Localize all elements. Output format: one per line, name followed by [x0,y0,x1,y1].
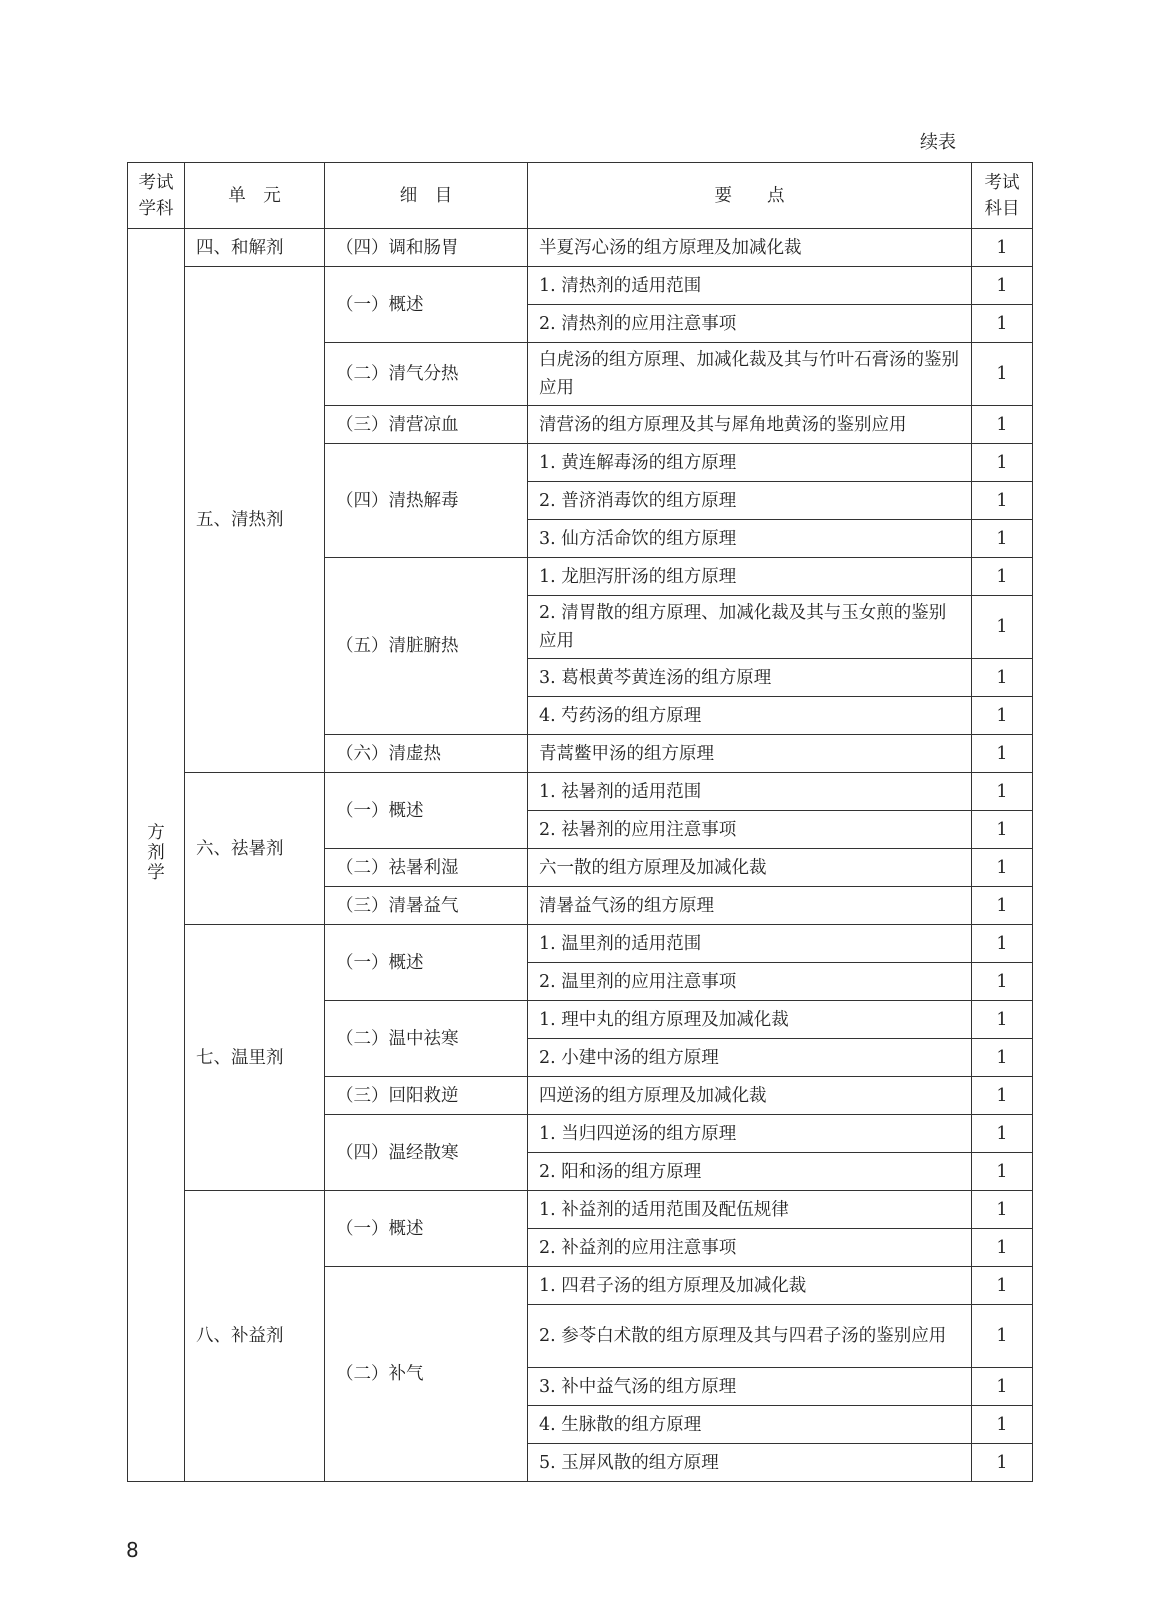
table-row [128,773,1033,811]
level-cell: 1 [972,482,1033,520]
point-cell: 2. 祛暑剂的应用注意事项 [528,811,972,849]
point-cell: 1. 清热剂的适用范围 [528,267,972,305]
level-cell: 1 [972,735,1033,773]
unit-cell: 七、温里剂 [185,925,325,1191]
level-cell: 1 [972,1001,1033,1039]
header-row [128,163,1033,229]
level-cell: 1 [972,887,1033,925]
level-cell: 1 [972,596,1033,659]
detail-cell: （四）清热解毒 [325,444,528,558]
point-cell: 1. 补益剂的适用范围及配伍规律 [528,1191,972,1229]
header-subject: 考试学科 [128,163,185,229]
detail-cell: （二）温中祛寒 [325,1001,528,1077]
point-cell: 2. 普济消毒饮的组方原理 [528,482,972,520]
level-cell: 1 [972,1077,1033,1115]
point-cell: 5. 玉屏风散的组方原理 [528,1444,972,1482]
unit-cell: 五、清热剂 [185,267,325,773]
detail-cell: （四）调和肠胃 [325,229,528,267]
point-cell: 4. 生脉散的组方原理 [528,1406,972,1444]
point-cell: 2. 温里剂的应用注意事项 [528,963,972,1001]
level-cell: 1 [972,773,1033,811]
detail-cell: （三）回阳救逆 [325,1077,528,1115]
point-cell: 青蒿鳖甲汤的组方原理 [528,735,972,773]
table-row [128,229,1033,267]
header-points: 要 点 [528,163,972,229]
point-cell: 3. 补中益气汤的组方原理 [528,1368,972,1406]
point-cell: 2. 参苓白术散的组方原理及其与四君子汤的鉴别应用 [528,1305,972,1368]
detail-cell: （四）温经散寒 [325,1115,528,1191]
point-cell: 1. 龙胆泻肝汤的组方原理 [528,558,972,596]
table-row [128,267,1033,305]
level-cell: 1 [972,229,1033,267]
point-cell: 1. 当归四逆汤的组方原理 [528,1115,972,1153]
point-cell: 1. 四君子汤的组方原理及加减化裁 [528,1267,972,1305]
level-cell: 1 [972,659,1033,697]
detail-cell: （三）清暑益气 [325,887,528,925]
detail-cell: （一）概述 [325,925,528,1001]
point-cell: 清暑益气汤的组方原理 [528,887,972,925]
detail-cell: （一）概述 [325,1191,528,1267]
point-cell: 2. 清热剂的应用注意事项 [528,305,972,343]
level-cell: 1 [972,406,1033,444]
point-cell: 白虎汤的组方原理、加减化裁及其与竹叶石膏汤的鉴别应用 [528,343,972,406]
table-row [128,1191,1033,1229]
level-cell: 1 [972,1153,1033,1191]
level-cell: 1 [972,305,1033,343]
detail-cell: （二）清气分热 [325,343,528,406]
point-cell: 2. 阳和汤的组方原理 [528,1153,972,1191]
point-cell: 1. 祛暑剂的适用范围 [528,773,972,811]
level-cell: 1 [972,1039,1033,1077]
level-cell: 1 [972,267,1033,305]
point-cell: 四逆汤的组方原理及加减化裁 [528,1077,972,1115]
point-cell: 半夏泻心汤的组方原理及加减化裁 [528,229,972,267]
page-number: 8 [126,1538,139,1562]
unit-cell: 八、补益剂 [185,1191,325,1482]
detail-cell: （二）祛暑利湿 [325,849,528,887]
header-unit: 单 元 [185,163,325,229]
point-cell: 清营汤的组方原理及其与犀角地黄汤的鉴别应用 [528,406,972,444]
table-row [128,925,1033,963]
detail-cell: （六）清虚热 [325,735,528,773]
level-cell: 1 [972,697,1033,735]
point-cell: 1. 理中丸的组方原理及加减化裁 [528,1001,972,1039]
detail-cell: （一）概述 [325,267,528,343]
level-cell: 1 [972,849,1033,887]
level-cell: 1 [972,1406,1033,1444]
point-cell: 2. 补益剂的应用注意事项 [528,1229,972,1267]
level-cell: 1 [972,1267,1033,1305]
unit-cell: 六、祛暑剂 [185,773,325,925]
syllabus-table [127,162,1033,1482]
subject-cell [128,229,185,1482]
point-cell: 4. 芍药汤的组方原理 [528,697,972,735]
detail-cell: （二）补气 [325,1267,528,1482]
level-cell: 1 [972,1305,1033,1368]
detail-cell: （五）清脏腑热 [325,558,528,735]
level-cell: 1 [972,444,1033,482]
level-cell: 1 [972,925,1033,963]
level-cell: 1 [972,1444,1033,1482]
point-cell: 六一散的组方原理及加减化裁 [528,849,972,887]
level-cell: 1 [972,1191,1033,1229]
level-cell: 1 [972,811,1033,849]
header-detail: 细 目 [325,163,528,229]
point-cell: 3. 葛根黄芩黄连汤的组方原理 [528,659,972,697]
unit-cell: 四、和解剂 [185,229,325,267]
point-cell: 1. 温里剂的适用范围 [528,925,972,963]
point-cell: 3. 仙方活命饮的组方原理 [528,520,972,558]
table-body [128,229,1033,1482]
point-cell: 2. 小建中汤的组方原理 [528,1039,972,1077]
level-cell: 1 [972,1368,1033,1406]
level-cell: 1 [972,520,1033,558]
level-cell: 1 [972,558,1033,596]
level-cell: 1 [972,1115,1033,1153]
continuation-label: 续表 [920,132,956,153]
subject-text: 方剂学 [147,823,165,883]
level-cell: 1 [972,963,1033,1001]
point-cell: 1. 黄连解毒汤的组方原理 [528,444,972,482]
level-cell: 1 [972,1229,1033,1267]
point-cell: 2. 清胃散的组方原理、加减化裁及其与玉女煎的鉴别应用 [528,596,972,659]
level-cell: 1 [972,343,1033,406]
header-level: 考试科目 [972,163,1033,229]
detail-cell: （三）清营凉血 [325,406,528,444]
detail-cell: （一）概述 [325,773,528,849]
